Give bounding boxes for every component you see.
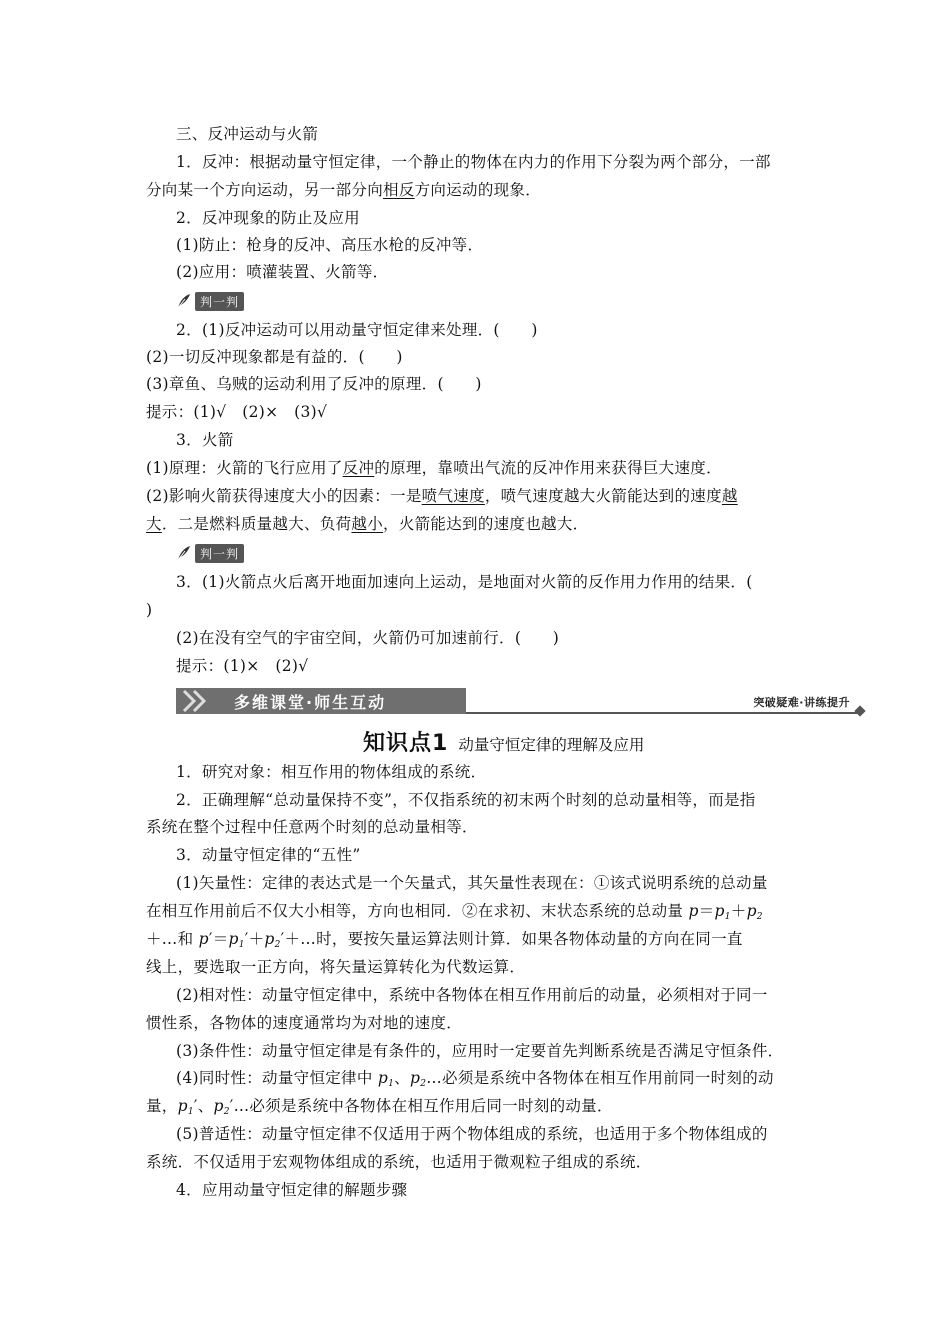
- question: (3)章鱼、乌贼的运动利用了反冲的原理．( ): [146, 375, 482, 393]
- double-chevron-icon: [180, 690, 220, 712]
- hint: 提示：(1)√ (2)× (3)√: [146, 403, 328, 421]
- judge-tag: 判一判: [195, 292, 244, 311]
- question: 3．(1)火箭点火后离开地面加速向上运动，是地面对火箭的反作用力作用的结果．(: [176, 573, 753, 591]
- paragraph: (3)条件性：动量守恒定律是有条件的，应用时一定要首先判断系统是否满足守恒条件．: [176, 1042, 784, 1060]
- section-banner: [176, 688, 864, 714]
- paragraph: (5)普适性：动量守恒定律不仅适用于两个物体组成的系统，也适用于多个物体组成的: [176, 1125, 768, 1143]
- knowledge-point-title: 动量守恒定律的理解及应用: [458, 736, 645, 754]
- paragraph: 2．正确理解“总动量保持不变”，不仅指系统的初末两个时刻的总动量相等，而是指: [176, 791, 756, 809]
- underlined-answer: 相反: [383, 181, 415, 199]
- leaf-icon: [176, 293, 192, 309]
- underlined-answer: 大: [146, 515, 162, 533]
- paragraph: 系统．不仅适用于宏观物体组成的系统，也适用于微观粒子组成的系统．: [146, 1153, 652, 1171]
- banner-rule: [466, 712, 858, 714]
- paragraph: 1．研究对象：相互作用的物体组成的系统．: [176, 763, 487, 781]
- question: (2)一切反冲现象都是有益的．( ): [146, 348, 403, 366]
- subheading: 3．火箭: [176, 431, 234, 449]
- paragraph: (2)影响火箭获得速度大小的因素：一是喷气速度，喷气速度越大火箭能达到的速度越: [146, 487, 738, 505]
- paragraph: 2．反冲现象的防止及应用: [176, 209, 360, 227]
- section-heading: 三、反冲运动与火箭: [176, 125, 319, 143]
- paragraph: (2)相对性：动量守恒定律中，系统中各物体在相互作用前后的动量，必须相对于同一: [176, 986, 768, 1004]
- question: (2)在没有空气的宇宙空间，火箭仍可加速前行．( ): [176, 629, 560, 647]
- judge-label: [176, 544, 244, 562]
- paragraph: (4)同时性：动量守恒定律中 $p_1$、$p_2\dots$必须是系统中各物体在相互作用前同一时刻的动: [176, 1069, 774, 1089]
- banner-subtitle: 突破疑难·讲练提升: [753, 696, 850, 709]
- paragraph: (2)应用：喷灌装置、火箭等．: [176, 263, 389, 281]
- paragraph: 系统在整个过程中任意两个时刻的总动量相等．: [146, 818, 478, 836]
- underlined-answer: 越: [721, 487, 738, 505]
- paragraph: 惯性系，各物体的速度通常均为对地的速度．: [146, 1014, 463, 1032]
- underlined-answer: 反冲: [342, 459, 375, 477]
- leaf-icon: [176, 545, 192, 561]
- judge-tag: 判一判: [195, 544, 244, 563]
- question: ): [146, 601, 153, 619]
- underlined-answer: 喷气速度: [421, 487, 485, 505]
- question: 2．(1)反冲运动可以用动量守恒定律来处理．( ): [176, 321, 538, 339]
- banner-title: 多维课堂·师生互动: [234, 693, 387, 712]
- knowledge-point-number: 知识点1: [363, 731, 449, 756]
- paragraph: 分向某一个方向运动，另一部分向相反方向运动的现象．: [146, 181, 542, 199]
- paragraph: 量，$p_1'$、$p_2'\dots$必须是系统中各物体在相互作用后同一时刻的动量．: [146, 1097, 613, 1117]
- knowledge-point-heading: [363, 726, 644, 757]
- paragraph: (1)原理：火箭的飞行应用了反冲的原理，靠喷出气流的反冲作用来获得巨大速度．: [146, 459, 722, 477]
- judge-label: [176, 292, 244, 310]
- paragraph: (1)防止：枪身的反冲、高压水枪的反冲等．: [176, 236, 484, 254]
- paragraph: 1．反冲：根据动量守恒定律，一个静止的物体在内力的作用下分裂为两个部分，一部: [176, 153, 771, 171]
- paragraph: (1)矢量性：定律的表达式是一个矢量式，其矢量性表现在：①该式说明系统的总动量: [176, 874, 768, 892]
- hint: 提示：(1)× (2)√: [176, 657, 309, 675]
- paragraph: 线上，要选取一正方向，将矢量运算转化为代数运算．: [146, 958, 526, 976]
- subheading: 4．应用动量守恒定律的解题步骤: [176, 1181, 408, 1199]
- diamond-icon: [854, 705, 865, 716]
- paragraph: 在相互作用前后不仅大小相等，方向也相同．②在求初、末状态系统的总动量 $p=p_1+p_2$: [146, 902, 763, 922]
- paragraph: 大．二是燃料质量越大、负荷越小，火箭能达到的速度也越大．: [146, 515, 589, 533]
- subheading: 3．动量守恒定律的“五性”: [176, 846, 361, 864]
- paragraph: ＋…和 $p'=p_1'+p_2'+\dots$时，要按矢量运算法则计算．如果各物体动量的方向在同一直: [146, 930, 743, 950]
- underlined-answer: 越小: [351, 515, 384, 533]
